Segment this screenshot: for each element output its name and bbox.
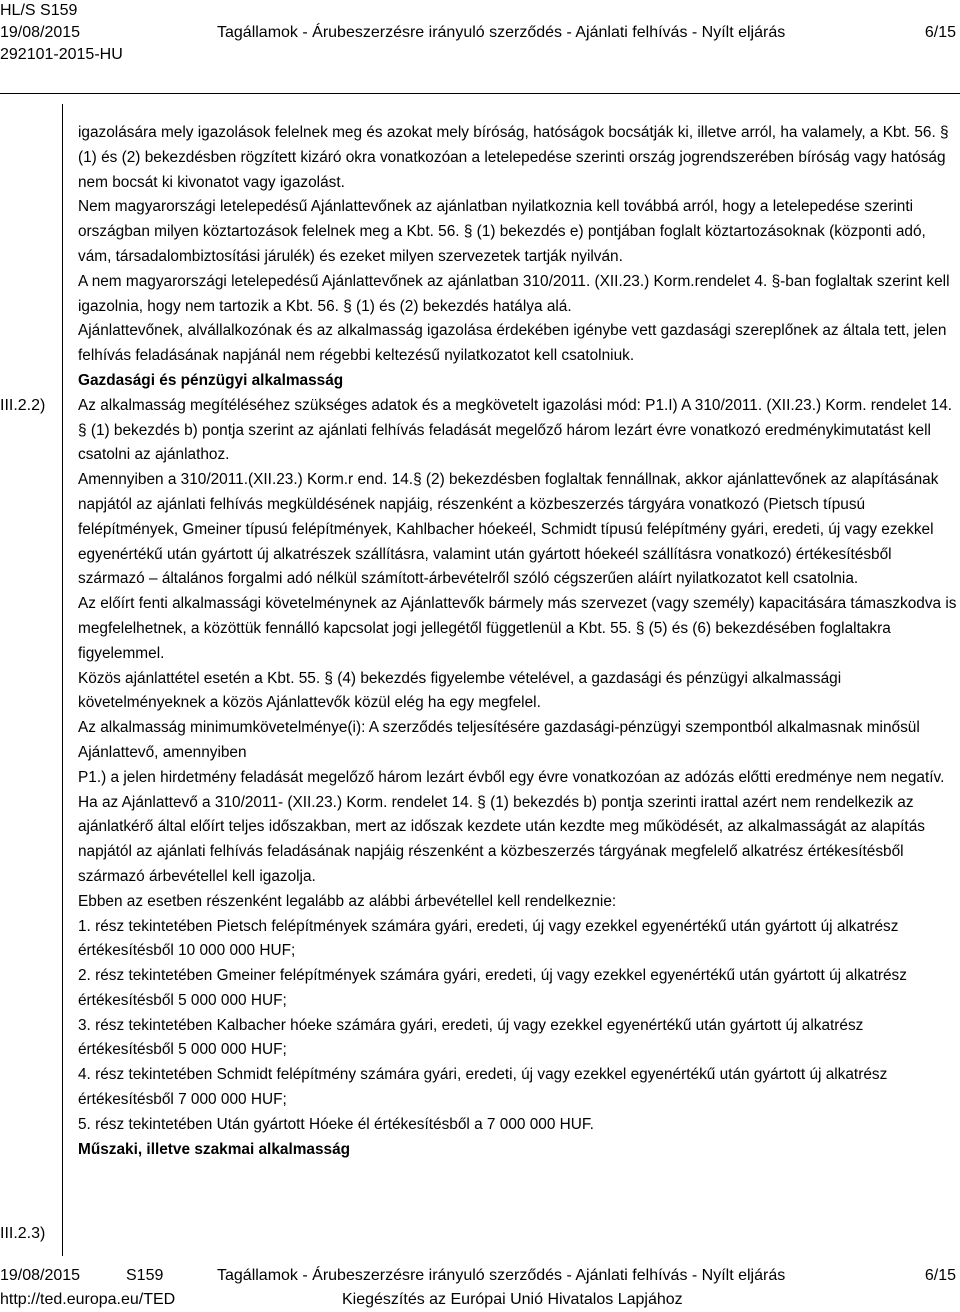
paragraph: Amennyiben a 310/2011.(XII.23.) Korm.r end. 14.§ (2) bekezdésben foglaltak fennállnak, akkor ajánlattevőnek az alapításának napjától az ajánlati felhívás megküldésének napjáig, részenként a közbeszerzés tárgyára vonatkozó (Pietsch típusú felépítmények, Gmeiner típusú felépítmények, Kahlbacher hóekeél, Schmidt típusú felépítmény gyári, eredeti, új vagy ezekkel egyenértékű után gyártott új alkatrészek szállításra, valamint után gyártott hóekeél szállításra vonatkozó) értékesítésből származó – általános forgalmi adó nélkül számított-árbevételről szóló cégszerűen aláírt nyilatkozatot kell csatolnia. (78, 471, 939, 588)
section-heading-technical: Műszaki, illetve szakmai alkalmasság (78, 1140, 351, 1158)
paragraph: Ajánlattevőnek, alvállalkozónak és az alkalmasság igazolása érdekében igénybe vett gazdasági szereplőnek az általa tett, jelen felhívás feladásának napjánál nem régebbi keltezésű nyilatkozatot kell csatolniuk. (78, 322, 947, 365)
section-heading-economic: Gazdasági és pénzügyi alkalmasság (78, 371, 344, 389)
paragraph: Az alkalmasság minimumkövetelménye(i): A szerződés teljesítésére gazdasági-pénzügyi szempontból alkalmasnak minősül Ajánlattevő, amennyiben (78, 719, 920, 761)
paragraph: Ebben az esetben részenként legalább az alábbi árbevétellel kell rendelkeznie: (78, 892, 617, 910)
section-number-iii-2-2: III.2.2) (0, 397, 46, 414)
document-body (78, 121, 958, 1162)
footer-url-link[interactable]: http://ted.europa.eu/TED (0, 1291, 176, 1308)
paragraph: A nem magyarországi letelepedésű Ajánlattevőnek az ajánlatban 310/2011. (XII.23.) Korm.rendelet 4. §-ban foglaltak szerint kell igazolnia, hogy nem tartozik a Kbt. 56. § (1) és (2) bekezdés hatálya alá. (78, 272, 950, 315)
paragraph: P1.) a jelen hirdetmény feladását megelőző három lezárt évből egy évre vonatkozóan az adózás előtti eredménye nem negatív. (78, 768, 945, 786)
list-item: 4. rész tekintetében Schmidt felépítmény számára gyári, eredeti, új vagy ezekkel egyenértékű után gyártott új alkatrész értékesítésből 7 000 000 HUF; (78, 1066, 888, 1109)
paragraph: Nem magyarországi letelepedésű Ajánlattevőnek az ajánlatban nyilatkoznia kell továbbá arról, hogy a letelepedése szerinti országban milyen köztartozások felelnek meg a Kbt. 56. § (1) bekezdés e) pontjában foglalt köztartozásoknak (központi adó, vám, társadalombiztosítási járulék) és ezeket milyen szervezetek tartják nyilván. (78, 198, 926, 265)
footer-date: 19/08/2015 (0, 1267, 81, 1284)
header-title: Tagállamok - Árubeszerzésre irányuló szerződés - Ajánlati felhívás - Nyílt eljárás (217, 24, 786, 41)
header-document-id: 292101-2015-HU (0, 46, 123, 63)
section-divider (62, 104, 63, 1256)
paragraph: Ha az Ajánlattevő a 310/2011- (XII.23.) Korm. rendelet 14. § (1) bekezdés b) pontja szerinti irattal azért nem rendelkezik az ajánlatkérő által előírt teljes időszakban, mert az időszak kezdete után kezdte meg működését, az alkalmasságát az alapítás napjától az ajánlati felhívás feladásának napjáig részenként a közbeszerzés tárgyának megfelelő alkatrész értékesítésből származó árbevétellel kell igazolja. (78, 793, 925, 885)
header-series: HL/S S159 (0, 2, 78, 19)
section-number-iii-2-3: III.2.3) (0, 1225, 46, 1242)
footer-title: Tagállamok - Árubeszerzésre irányuló szerződés - Ajánlati felhívás - Nyílt eljárás (217, 1267, 786, 1284)
list-item: 5. rész tekintetében Után gyártott Hóeke él értékesítésből a 7 000 000 HUF. (78, 1115, 594, 1133)
paragraph: Az előírt fenti alkalmassági követelménynek az Ajánlattevők bármely más szervezet (vagy személy) kapacitására támaszkodva is megfelelhetnek, a közöttük fennálló kapcsolat jogi jellegétől függetlenül a Kbt. 55. § (5) és (6) bekezdésében foglaltakra figyelemmel. (78, 595, 957, 662)
header-page-number: 6/15 (924, 24, 956, 41)
list-item: 3. rész tekintetében Kalbacher hóeke számára gyári, eredeti, új vagy ezekkel egyenértékű után gyártott új alkatrész értékesítésből 5 000 000 HUF; (78, 1016, 864, 1059)
footer-code: S159 (126, 1267, 164, 1284)
header-date: 19/08/2015 (0, 24, 81, 41)
footer-subtitle: Kiegészítés az Európai Unió Hivatalos Lapjához (342, 1291, 683, 1308)
paragraph: Közös ajánlattétel esetén a Kbt. 55. § (4) bekezdés figyelembe vételével, a gazdasági és pénzügyi alkalmassági követelményeknek a közös Ajánlattevők közül elég ha egy megfelel. (78, 669, 842, 712)
list-item: 2. rész tekintetében Gmeiner felépítmények számára gyári, eredeti, új vagy ezekkel egyenértékű után gyártott új alkatrész értékesítésből 5 000 000 HUF; (78, 967, 907, 1009)
paragraph: Az alkalmasság megítéléséhez szükséges adatok és a megkövetelt igazolási mód: P1.I) A 310/2011. (XII.23.) Korm. rendelet 14. § (1) bekezdés b) pontja szerint az ajánlati felhívás feladását megelőző három lezárt évre vonatkozó eredménykimutatást kell csatolni az ajánlathoz. (78, 396, 953, 464)
paragraph: igazolására mely igazolások felelnek meg és azokat mely bíróság, hatóságok bocsátják ki, illetve arról, ha valamely, a Kbt. 56. § (1) és (2) bekezdésben rögzített kizáró okra vonatkozóan a letelepedése szerinti ország jogrendszerében bíróság vagy hatóság nem bocsát ki kivonatot vagy igazolást. (78, 124, 949, 191)
list-item: 1. rész tekintetében Pietsch felépítmények számára gyári, eredeti, új vagy ezekkel egyenértékű után gyártott új alkatrész értékesítésből 10 000 000 HUF; (78, 917, 899, 960)
header-divider (0, 93, 960, 94)
footer-page-number: 6/15 (924, 1267, 956, 1284)
